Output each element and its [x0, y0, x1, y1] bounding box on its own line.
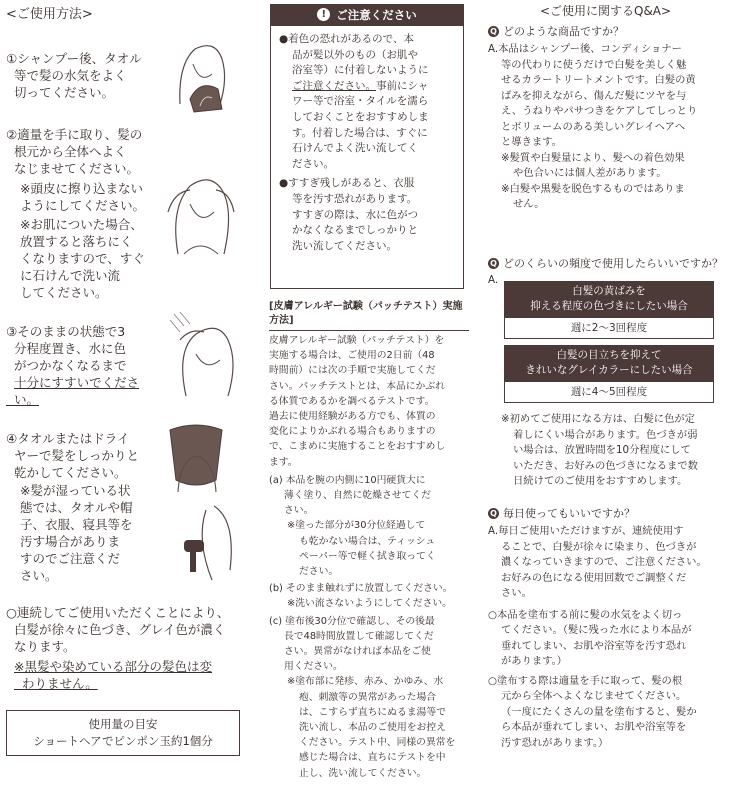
guide-amount: ショートヘアでピンポン玉約1個分 — [33, 734, 213, 748]
patch-step-b-note: ※洗い流さないようにしてください。 — [287, 598, 452, 610]
patch-test-heading: [皮膚アレルギー試験（パッチテスト）実施方法] — [269, 300, 469, 331]
caution-item-1-underlined: ご注意ください。 — [292, 79, 376, 92]
patch-step-c: (c) 塗布後30分位で確認し、その後最 長で48時間放置して確認してくだ さい。異常がなければ本品をご使 用ください。 — [269, 615, 435, 673]
usage-heading: <ご使用方法> — [6, 7, 93, 22]
q-icon: Q — [488, 508, 499, 519]
caution-item-1-c: 事前にシャ ワー等で浴室・タイルを濡ら しておくことをおすすめしま す。付着した場合は、すぐに 石けんでよく洗い流してく ださい。 — [292, 79, 429, 170]
illustration-drying — [156, 420, 246, 590]
step-2-note-2: ※お肌についた場合、 放置すると落ちにく くなりますので、すぐ に石けんで洗い流 してください。 — [20, 217, 145, 300]
frequency-1-value: 週に2～3回程度 — [504, 317, 714, 339]
answer-3-caution-1: ○本品を塗布する前に髪の水気をよく切っ てください。（髪に残った水により本品が 垂れてしまい、お肌や浴室等を汚す恐れ があります。） — [488, 608, 692, 667]
q-icon: Q — [488, 258, 499, 269]
patch-step-c-note: ※塗布部に発疹、赤み、かゆみ、水 疱、刺激等の異常があった場合 は、こすらず直ちにぬるま湯等で 洗い流し、本品のご使用をお控え ください。テスト中、同様の異常を 感じた場合は、直ちにテストを中 止し、洗い流してください。 — [287, 676, 456, 779]
step-2: ②適量を手に取り、髪の 根元から全体へよく なじませてください。 — [6, 127, 143, 176]
caution-heading — [270, 4, 464, 25]
answer-2-note-text: ※初めてご使用になる方は、白髪に色が定 着しにくい場合があります。色づきが弱 い場合は、放置時間を10分程度にして いただき、お好みの色づきになるまで数 日続けてのご使用をおすすめします。 — [501, 413, 698, 487]
step-4-note: ※髪が湿っている状 態では、タオルや帽 子、衣服、寝具等を 汚す場合がありま すのでご注意くだ さい。 — [20, 483, 133, 583]
frequency-2-condition: 白髪の目立ちを抑えて きれいなグレイカラーにしたい場合 — [504, 345, 714, 381]
patch-step-b: (b) そのまま触れずに放置してください。 — [269, 583, 453, 595]
continuous-use: ○連続してご使用いただくことにより、 白髪が徐々に色づき、グレイ色が濃く なります。 — [6, 605, 230, 654]
caution-item-1-a: 着色の恐れがあるので、本 品が髪以外のもの（お肌や 浴室等）に付着しないように — [288, 33, 429, 77]
answer-1 — [488, 42, 724, 213]
illustration-applying — [160, 168, 242, 260]
exclamation-icon: ! — [317, 8, 330, 21]
patch-test — [269, 300, 469, 781]
answer-2-note — [488, 412, 724, 490]
answer-1-note-1: ※髪質や白髪量により、髪への着色効果 や色合いには個人差があります。 — [501, 151, 685, 179]
continuous-note: ※黒髪や染めている部分の髪色は変 わりません。 — [14, 659, 212, 691]
step-1: ①シャンプー後、タオル 等で髪の水気をよく 切ってください。 — [6, 51, 142, 100]
question-1 — [488, 24, 624, 39]
question-2-text: どのくらいの頻度で使用したらいいですか？ — [503, 257, 723, 270]
step-3 — [6, 323, 139, 408]
illustration-towel — [160, 34, 240, 114]
patch-step-a-note: ※塗った部分が30分位経過して も乾かない場合は、ティッシュ ペーパー等で軽く拭き取ってく ださい。 — [287, 520, 436, 578]
patch-step-a: (a) 本品を腕の内側に10円硬貨大に 薄く塗り、自然に乾燥させてくだ さい。 — [269, 474, 431, 517]
answer-1-text: A.本品はシャンプー後、コンディショナー 等の代わりに使うだけで白髪を美しく魅 せるカラートリートメントです。白髪の黄 ばみを抑えながら、傷んだ髪にツヤを与 え、うねりやパサつきをケアしてしっとり とボリュームのある美しいグレイヘアへ と導きます。 — [488, 43, 698, 148]
answer-3-text: A.毎日ご使用いただけますが、連続使用す ることで、白髪が徐々に染まり、色づきが 濃くなっていきますので、ご注意ください。 お好みの色になる使用回数でご調整くだ さい。 — [488, 525, 707, 599]
answer-3-caution-2: ○塗布する際は適量を手に取って、髪の根 元から全体へよくなじませてください。 （一度にたくさんの量を塗布すると、髪か ら本品が垂れてしまい、お肌や浴室等を 汚す恐れがあります。） — [488, 674, 697, 749]
qa-heading: <ご使用に関するQ&A> — [539, 4, 672, 18]
frequency-2-value: 週に4～5回程度 — [504, 381, 714, 403]
caution-item-2-text: すすぎ残しがあると、衣服 等を汚す恐れがあります。 すすぎの際は、水に色がつ かなくなるまでしっかりと 洗い流してください。 — [288, 177, 419, 252]
caution-item-2: ●すすぎ残しがあると、衣服 等を汚す恐れがあります。 すすぎの際は、水に色がつ かなくなるまでしっかりと 洗い流してください。 — [279, 177, 419, 252]
question-1-text: どのような商品ですか？ — [503, 25, 624, 38]
answer-2-label: A. — [488, 274, 499, 286]
illustration-rinsing — [166, 310, 244, 402]
step-4: ④タオルまたはドライ ヤーで髪をしっかりと 乾かしてください。 — [6, 431, 139, 480]
guide-title: 使用量の目安 — [88, 717, 158, 731]
answer-3 — [488, 524, 724, 753]
question-3-text: 毎日使ってもいいですか？ — [503, 507, 635, 520]
caution-box — [270, 25, 464, 289]
answer-1-note-2: ※白髪や黒髪を脱色するものではありま せん。 — [501, 182, 685, 210]
step-3-text: ③そのままの状態で3 分程度置き、水に色 がつかなくなるまで — [6, 324, 127, 373]
q-icon: Q — [488, 26, 499, 37]
patch-test-intro: 皮膚アレルギー試験（パッチテスト）を 実施する場合は、ご使用の2日前（48 時間前）には次の手順で実施してくだ さい。パッチテストとは、本品にかぶれ る体質であるかを調べるテストです。 過去に使用経験がある方でも、体質の 変化によりかぶれる場合もありますの で、こまめに実施することをおすすめし ます。 — [269, 335, 446, 468]
step-3-underlined: 十分にすすいでくださ い。 — [13, 375, 140, 407]
usage-amount-guide — [6, 710, 240, 756]
step-2-note-1: ※頭皮に擦り込まない ようにしてください。 — [20, 181, 146, 213]
caution-title: ご注意ください — [336, 7, 417, 22]
question-3 — [488, 506, 635, 521]
caution-item-1: ●着色の恐れがあるので、本 品が髪以外のもの（お肌や 浴室等）に付着しないように ご注意ください。事前にシャ ワー等で浴室・タイルを濡ら しておくことをおすすめしま す。付着した場合は、すぐに 石けんでよく洗い流してく ださい。 — [279, 33, 429, 170]
question-2 — [488, 256, 723, 271]
frequency-1-condition: 白髪の黄ばみを 抑える程度の色づきにしたい場合 — [504, 281, 714, 317]
